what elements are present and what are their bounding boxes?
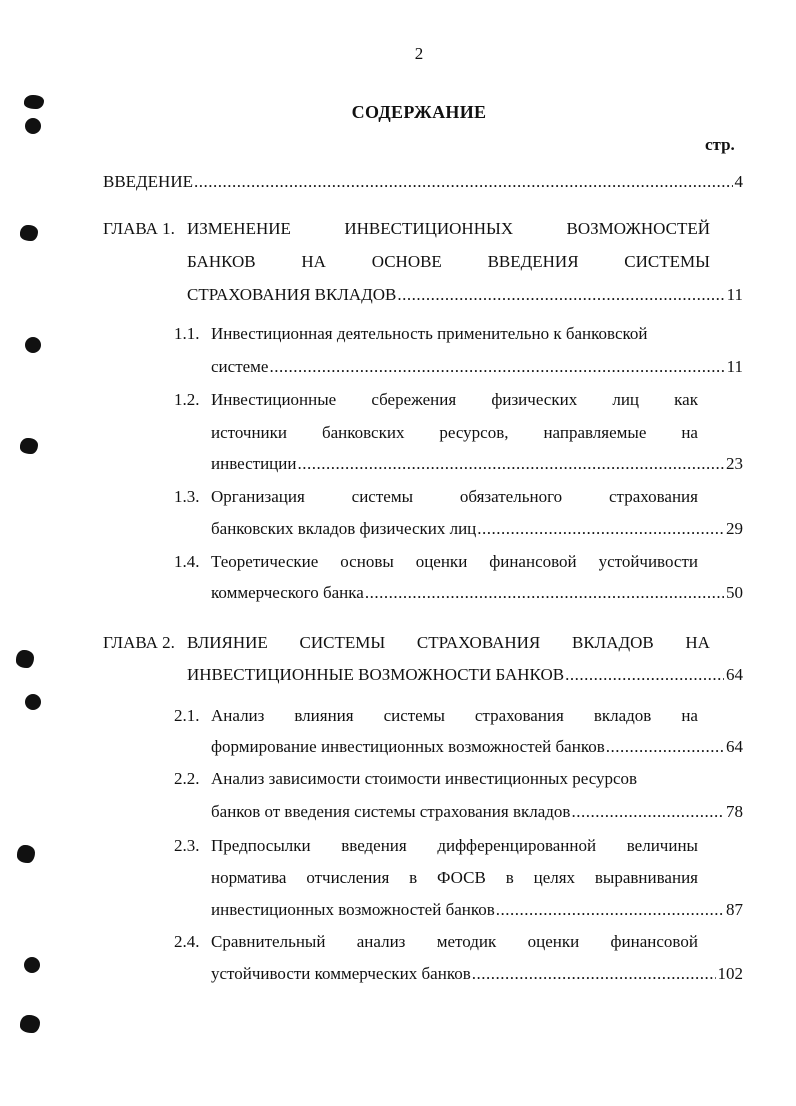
scan-mark	[20, 1015, 40, 1033]
section-number: 1.2.	[174, 390, 200, 409]
dot-leader	[565, 664, 724, 686]
section-title-line: Сравнительный анализ методик оценки финансовой	[211, 932, 698, 951]
punch-hole	[24, 957, 40, 973]
toc-entry-2-4[interactable]	[211, 963, 743, 985]
toc-entry-1-3[interactable]	[211, 518, 743, 540]
toc-entry-intro[interactable]	[103, 171, 743, 193]
toc-entry-1-1[interactable]	[211, 356, 743, 378]
toc-entry-chapter-2[interactable]	[187, 664, 743, 686]
toc-entry-title: ИНВЕСТИЦИОННЫЕ ВОЗМОЖНОСТИ БАНКОВ	[187, 665, 565, 684]
dot-leader	[397, 284, 724, 306]
toc-entry-2-1[interactable]	[211, 736, 743, 758]
toc-entry-title: СТРАХОВАНИЯ ВКЛАДОВ	[187, 285, 397, 304]
dot-leader	[496, 899, 724, 921]
toc-entry-title: системе	[211, 357, 269, 376]
dot-leader	[269, 356, 724, 378]
toc-entry-title: банков от введения системы страхования вкладов	[211, 802, 571, 821]
toc-entry-1-4[interactable]	[211, 582, 743, 604]
toc-page-number: 102	[717, 964, 743, 983]
chapter-label: ГЛАВА 2.	[103, 633, 175, 652]
dot-leader	[297, 453, 724, 475]
section-title-line: Инвестиционные сбережения физических лиц как	[211, 390, 698, 409]
section-title-line: Анализ влияния системы страхования вкладов на	[211, 706, 698, 725]
toc-entry-1-2[interactable]	[211, 453, 743, 475]
chapter-title-line: БАНКОВ НА ОСНОВЕ ВВЕДЕНИЯ СИСТЕМЫ	[187, 252, 710, 271]
dot-leader	[194, 171, 733, 193]
toc-title: СОДЕРЖАНИЕ	[351, 102, 487, 122]
toc-page-number: 64	[726, 665, 743, 684]
scan-mark	[16, 650, 34, 668]
toc-page-number: 64	[726, 737, 743, 756]
toc-entry-title: коммерческого банка	[211, 583, 364, 602]
section-number: 1.4.	[174, 552, 200, 571]
section-number: 1.3.	[174, 487, 200, 506]
section-title-line: Инвестиционная деятельность применительно к банковской	[211, 324, 648, 343]
dot-leader	[571, 801, 724, 823]
toc-page-number: 78	[726, 802, 743, 821]
dot-leader	[477, 518, 724, 540]
chapter-title-line: ВЛИЯНИЕ СИСТЕМЫ СТРАХОВАНИЯ ВКЛАДОВ НА	[187, 633, 710, 652]
scan-mark	[17, 845, 35, 863]
section-number: 2.3.	[174, 836, 200, 855]
scan-mark	[20, 225, 38, 241]
dot-leader	[365, 582, 724, 604]
toc-entry-2-2[interactable]	[211, 801, 743, 823]
section-number: 2.4.	[174, 932, 200, 951]
punch-hole	[25, 694, 41, 710]
toc-page-number: 50	[726, 583, 743, 602]
page-number: 2	[414, 44, 424, 63]
toc-page-number: 23	[726, 454, 743, 473]
toc-entry-title: формирование инвестиционных возможностей банков	[211, 737, 605, 756]
section-number: 2.1.	[174, 706, 200, 725]
toc-entry-2-3[interactable]	[211, 899, 743, 921]
toc-page-number: 87	[726, 900, 743, 919]
toc-entry-chapter-1[interactable]	[187, 284, 743, 306]
section-title-line: норматива отчисления в ФОСВ в целях выравнивания	[211, 868, 698, 887]
chapter-title-line: ИЗМЕНЕНИЕ ИНВЕСТИЦИОННЫХ ВОЗМОЖНОСТЕЙ	[187, 219, 710, 238]
toc-page-number: 11	[726, 285, 743, 304]
toc-entry-title: устойчивости коммерческих банков	[211, 964, 471, 983]
toc-entry-title: ВВЕДЕНИЕ	[103, 172, 193, 191]
toc-entry-title: инвестиционных возможностей банков	[211, 900, 495, 919]
chapter-label: ГЛАВА 1.	[103, 219, 175, 238]
section-title-line: Предпосылки введения дифференцированной величины	[211, 836, 698, 855]
section-title-line: источники банковских ресурсов, направляемые на	[211, 423, 698, 442]
section-number: 1.1.	[174, 324, 200, 343]
toc-page-number: 4	[734, 172, 743, 191]
section-title-line: Организация системы обязательного страхования	[211, 487, 698, 506]
page-column-label: стр.	[705, 135, 735, 154]
toc-page-number: 29	[726, 519, 743, 538]
section-number: 2.2.	[174, 769, 200, 788]
section-title-line: Теоретические основы оценки финансовой устойчивости	[211, 552, 698, 571]
section-title-line: Анализ зависимости стоимости инвестиционных ресурсов	[211, 769, 638, 788]
toc-entry-title: банковских вкладов физических лиц	[211, 519, 477, 538]
scan-mark	[20, 438, 38, 454]
toc-entry-title: инвестиции	[211, 454, 297, 473]
dot-leader	[606, 736, 724, 758]
punch-hole	[25, 337, 41, 353]
dot-leader	[472, 963, 716, 985]
toc-page-number: 11	[726, 357, 743, 376]
